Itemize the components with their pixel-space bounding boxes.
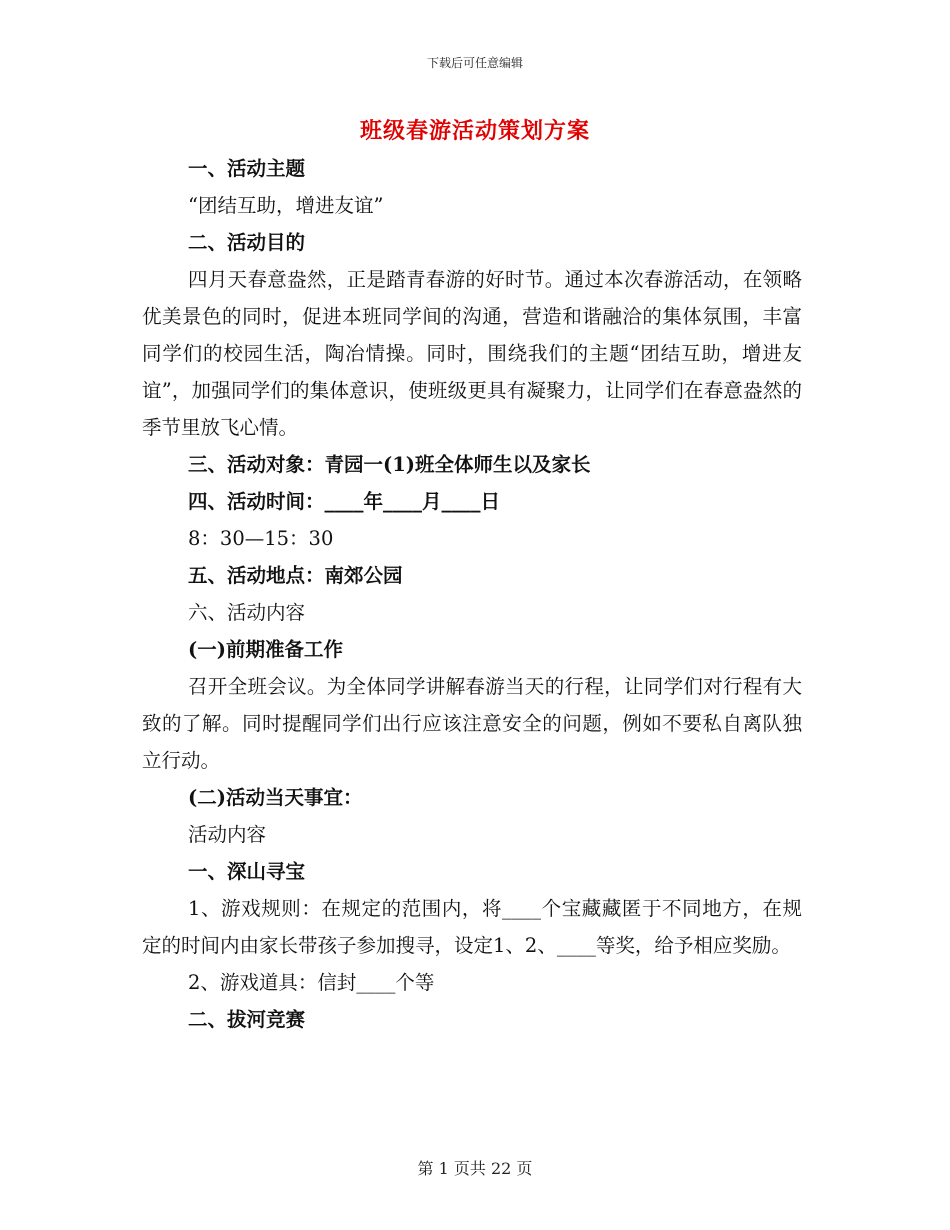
treasure-hunt-props: 2、游戏道具：信封____个等 — [188, 971, 435, 994]
section-heading-purpose: 二、活动目的 — [188, 231, 306, 254]
event-day-text: 活动内容 — [188, 823, 267, 846]
document-body — [142, 150, 802, 1038]
treasure-hunt-rules: 1、游戏规则：在规定的范围内，将____个宝藏藏匿于不同地方，在规定的时间内由家长带孩子参加搜寻，设定1、2、____等奖，给予相应奖励。 — [142, 897, 802, 957]
game-heading-treasure-hunt: 一、深山寻宝 — [188, 860, 306, 883]
subsection-heading-preparation: (一)前期准备工作 — [188, 638, 343, 661]
purpose-paragraph: 四月天春意盎然，正是踏青春游的好时节。通过本次春游活动，在领略优美景色的同时，促进本班同学间的沟通，营造和谐融洽的集体氛围，丰富同学们的校园生活，陶冶情操。同时，围绕我们的主题“团结互助，增进友谊”，加强同学们的集体意识，使班级更具有凝聚力，让同学们在春意盎然的季节里放飞心情。 — [142, 268, 802, 439]
preparation-paragraph: 召开全班会议。为全体同学讲解春游当天的行程，让同学们对行程有大致的了解。同时提醒同学们出行应该注意安全的问题，例如不要私自离队独立行动。 — [142, 675, 802, 772]
document-title: 班级春游活动策划方案 — [359, 118, 590, 144]
header-note: 下载后可任意编辑 — [426, 56, 523, 70]
time-range: 8：30—15：30 — [188, 527, 334, 550]
page-footer: 第 1 页共 22 页 — [417, 1159, 533, 1178]
section-heading-content: 六、活动内容 — [188, 601, 306, 624]
section-heading-participants: 三、活动对象：青园一(1)班全体师生以及家长 — [188, 453, 591, 476]
section-heading-theme: 一、活动主题 — [188, 157, 306, 180]
game-heading-tug-of-war: 二、拔河竞赛 — [188, 1008, 306, 1031]
theme-text: “团结互助，增进友谊” — [188, 194, 384, 217]
subsection-heading-event-day: (二)活动当天事宜： — [188, 786, 363, 809]
section-heading-location: 五、活动地点：南郊公园 — [188, 564, 403, 587]
section-heading-time: 四、活动时间：____年____月____日 — [188, 490, 501, 513]
